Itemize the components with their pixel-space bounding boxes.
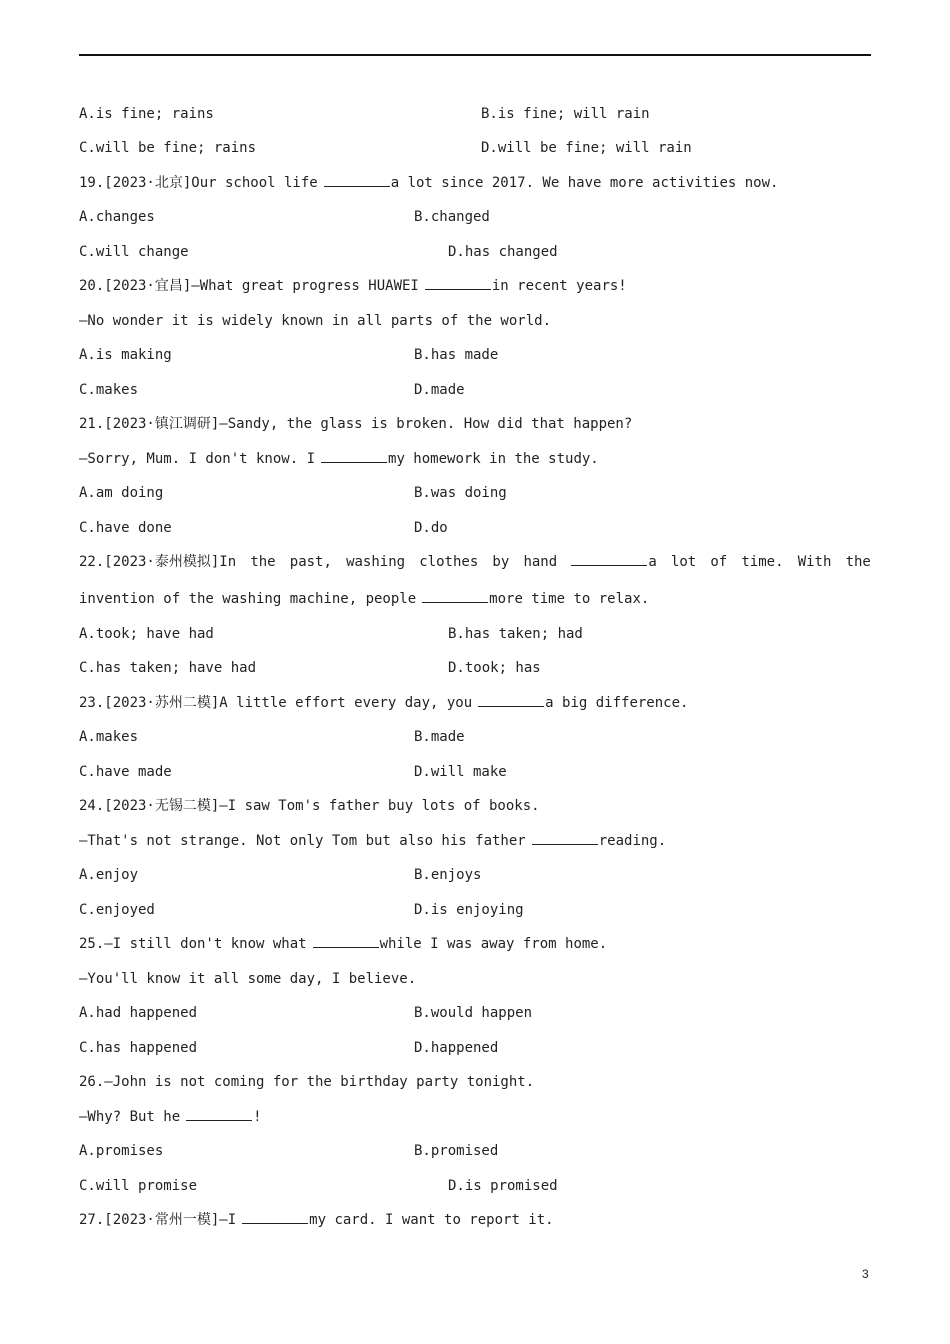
q22-option-c: C.has taken; have had [79, 660, 257, 676]
q22-option-a: A.took; have had [79, 626, 214, 642]
answer-blank [242, 1210, 308, 1224]
q20-option-b: B.has made [414, 347, 499, 363]
q24-option-b: B.enjoys [414, 867, 482, 883]
q23-option-b: B.made [414, 729, 465, 745]
q21-option-a: A.am doing [79, 485, 164, 501]
q22-stem-line1: 22.[2023·泰州模拟]In the past, washing clothes by hand a lot of time. With the [79, 554, 871, 570]
q23-option-d: D.will make [414, 764, 507, 780]
q25-option-b: B.would happen [414, 1005, 533, 1021]
q19-option-d: D.has changed [448, 244, 558, 260]
q20-option-a: A.is making [79, 347, 172, 363]
answer-blank [478, 693, 544, 707]
q26-reply: —Why? But he ! [79, 1109, 262, 1125]
answer-blank [571, 552, 647, 566]
q25-option-d: D.happened [414, 1040, 499, 1056]
q21-stem: 21.[2023·镇江调研]—Sandy, the glass is broken. How did that happen? [79, 416, 633, 432]
q19-stem: 19.[2023·北京]Our school life a lot since 2017. We have more activities now. [79, 175, 779, 191]
q21-option-c: C.have done [79, 520, 172, 536]
answer-blank [532, 831, 598, 845]
q26-stem: 26.—John is not coming for the birthday party tonight. [79, 1074, 535, 1090]
q23-option-c: C.have made [79, 764, 172, 780]
q25-option-c: C.has happened [79, 1040, 198, 1056]
q19-option-a: A.changes [79, 209, 155, 225]
header-rule [79, 54, 871, 56]
q20-reply: —No wonder it is widely known in all parts of the world. [79, 313, 552, 329]
q26-option-a: A.promises [79, 1143, 164, 1159]
q18-option-b: B.is fine; will rain [481, 106, 650, 122]
q20-option-d: D.made [414, 382, 465, 398]
answer-blank [425, 276, 491, 290]
q23-option-a: A.makes [79, 729, 139, 745]
q18-option-d: D.will be fine; will rain [481, 140, 692, 156]
q22-option-d: D.took; has [448, 660, 541, 676]
q26-option-b: B.promised [414, 1143, 499, 1159]
q26-option-d: D.is promised [448, 1178, 558, 1194]
q21-reply: —Sorry, Mum. I don't know. I my homework in the study. [79, 451, 599, 467]
q25-reply: —You'll know it all some day, I believe. [79, 971, 417, 987]
q25-stem: 25.—I still don't know what while I was away from home. [79, 936, 608, 952]
q24-option-c: C.enjoyed [79, 902, 155, 918]
q24-option-d: D.is enjoying [414, 902, 524, 918]
page-number: 3 [862, 1267, 869, 1281]
answer-blank [324, 173, 390, 187]
q21-option-b: B.was doing [414, 485, 507, 501]
q21-option-d: D.do [414, 520, 448, 536]
q22-option-b: B.has taken; had [448, 626, 583, 642]
q24-option-a: A.enjoy [79, 867, 139, 883]
q18-option-a: A.is fine; rains [79, 106, 214, 122]
q23-stem: 23.[2023·苏州二模]A little effort every day, you a big difference. [79, 695, 689, 711]
q20-option-c: C.makes [79, 382, 139, 398]
answer-blank [186, 1107, 252, 1121]
q18-option-c: C.will be fine; rains [79, 140, 257, 156]
q19-option-b: B.changed [414, 209, 490, 225]
q24-reply: —That's not strange. Not only Tom but also his father reading. [79, 833, 667, 849]
answer-blank [313, 934, 379, 948]
q22-stem-line2: invention of the washing machine, people more time to relax. [79, 591, 650, 607]
q25-option-a: A.had happened [79, 1005, 198, 1021]
q27-stem: 27.[2023·常州一模]—I my card. I want to report it. [79, 1212, 554, 1228]
answer-blank [321, 449, 387, 463]
answer-blank [422, 589, 488, 603]
q24-stem: 24.[2023·无锡二模]—I saw Tom's father buy lots of books. [79, 798, 540, 814]
q19-option-c: C.will change [79, 244, 189, 260]
q20-stem: 20.[2023·宜昌]—What great progress HUAWEI in recent years! [79, 278, 627, 294]
q26-option-c: C.will promise [79, 1178, 198, 1194]
